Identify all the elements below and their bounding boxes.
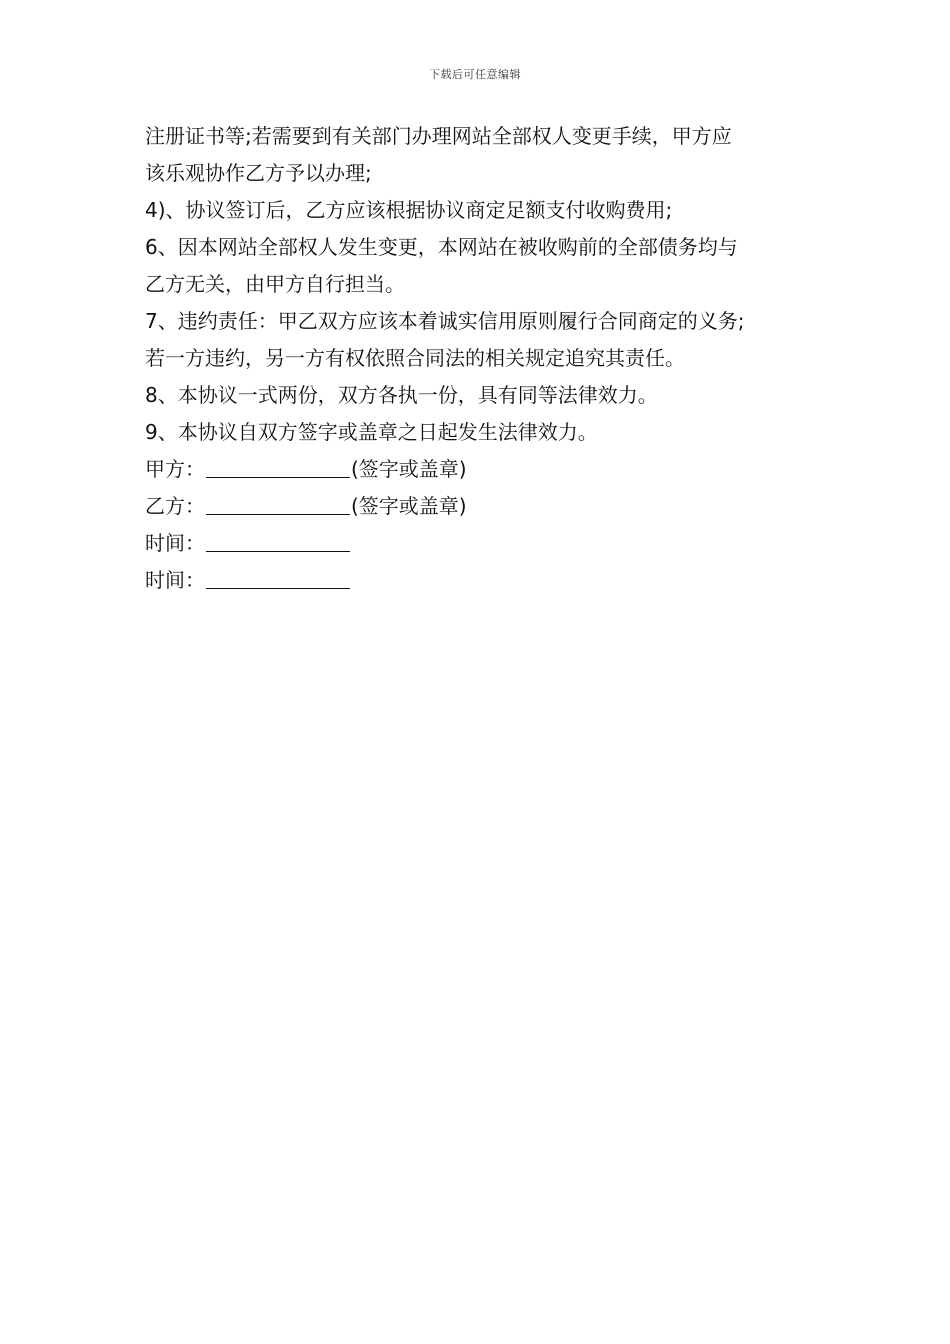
paragraph-line: 9、本协议自双方签字或盖章之日起发生法律效力。 bbox=[145, 420, 598, 444]
signature-blank bbox=[206, 494, 350, 515]
paragraph-line: 6、因本网站全部权人发生变更，本网站在被收购前的全部债务均与 bbox=[145, 235, 738, 259]
signature-suffix: (签字或盖章) bbox=[351, 494, 467, 518]
paragraph-line: 4)、协议签订后，乙方应该根据协议商定足额支付收购费用; bbox=[145, 198, 673, 222]
signature-date-a bbox=[145, 525, 825, 562]
signature-label: 乙方： bbox=[145, 494, 205, 518]
signature-party-a bbox=[145, 451, 825, 488]
signature-date-b bbox=[145, 562, 825, 599]
signature-party-b bbox=[145, 488, 825, 525]
signature-label: 时间： bbox=[145, 531, 205, 555]
signature-blank bbox=[206, 531, 350, 552]
paragraph-line: 8、本协议一式两份，双方各执一份，具有同等法律效力。 bbox=[145, 383, 658, 407]
signature-blank bbox=[206, 568, 350, 589]
signature-label: 时间： bbox=[145, 568, 205, 592]
paragraph-line: 该乐观协作乙方予以办理; bbox=[145, 161, 372, 185]
document-body bbox=[145, 118, 825, 599]
signature-label: 甲方： bbox=[145, 457, 205, 481]
paragraph-line: 若一方违约，另一方有权依照合同法的相关规定追究其责任。 bbox=[145, 346, 685, 370]
paragraph-line: 注册证书等;若需要到有关部门办理网站全部权人变更手续，甲方应 bbox=[145, 124, 732, 148]
paragraph-line: 乙方无关，由甲方自行担当。 bbox=[145, 272, 405, 296]
paragraph-line: 7、违约责任：甲乙双方应该本着诚实信用原则履行合同商定的义务; bbox=[145, 309, 745, 333]
page-header: 下载后可任意编辑 bbox=[429, 68, 521, 81]
signature-suffix: (签字或盖章) bbox=[351, 457, 467, 481]
signature-blank bbox=[206, 457, 350, 478]
